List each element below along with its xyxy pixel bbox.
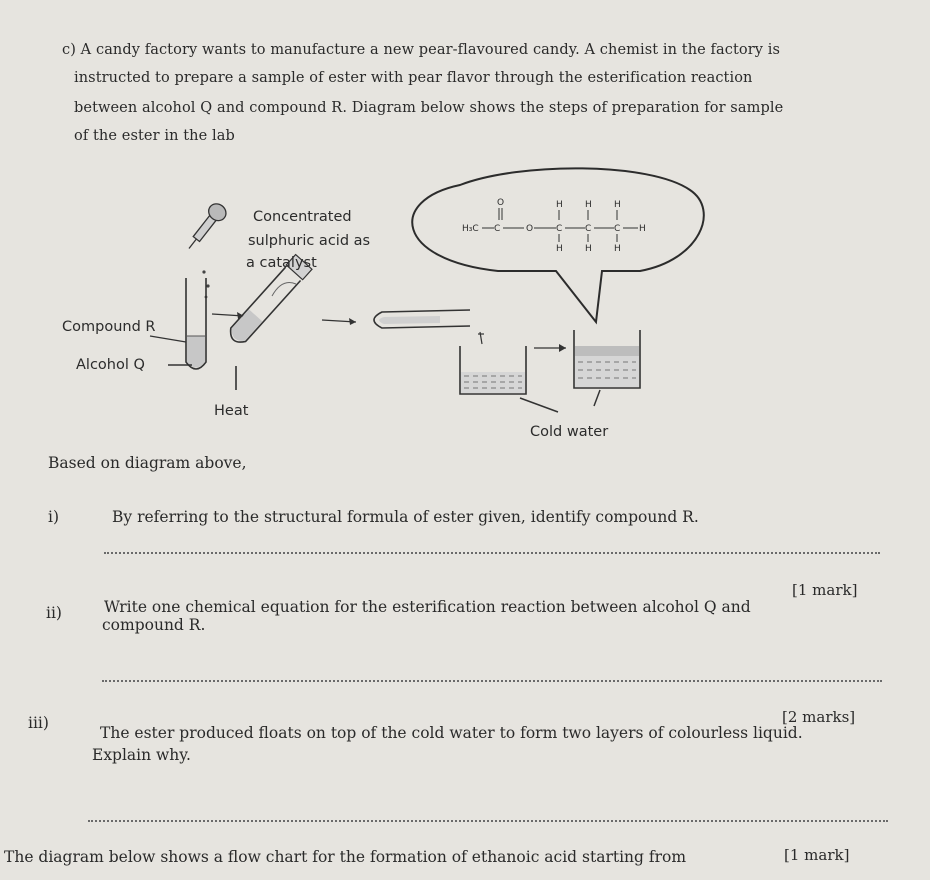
beaker-2 bbox=[574, 330, 640, 388]
svg-text:H: H bbox=[585, 200, 592, 210]
dropper-icon bbox=[182, 200, 229, 254]
label-alcohol-q: Alcohol Q bbox=[76, 357, 145, 373]
svg-text:H: H bbox=[556, 200, 563, 210]
label-heat: Heat bbox=[214, 403, 249, 419]
question-1-marks: [1 mark] bbox=[792, 581, 858, 599]
footer-text: The diagram below shows a flow chart for the formation of ethanoic acid starting from bbox=[4, 848, 687, 866]
svg-text:H: H bbox=[556, 244, 563, 254]
label-sulphuric-acid: sulphuric acid as bbox=[248, 233, 371, 249]
formula-h3c: H₃C bbox=[462, 224, 479, 234]
question-3-text-line-1: The ester produced floats on top of the cold water to form two layers of colourless liquid. bbox=[100, 724, 803, 742]
svg-text:C: C bbox=[585, 224, 592, 234]
question-2-marks: [2 marks] bbox=[782, 708, 856, 726]
esterification-apparatus-diagram bbox=[0, 150, 930, 450]
based-on-text: Based on diagram above, bbox=[48, 454, 247, 472]
intro-line-1: c) A candy factory wants to manufacture a new pear-flavoured candy. A chemist in the factory is bbox=[62, 42, 781, 58]
svg-text:H: H bbox=[614, 200, 621, 210]
beaker-1 bbox=[460, 332, 526, 394]
answer-line-2[interactable] bbox=[102, 680, 882, 682]
ester-structural-formula bbox=[462, 198, 646, 254]
label-compound-r: Compound R bbox=[62, 319, 156, 335]
intro-line-2: instructed to prepare a sample of ester with pear flavor through the esterification reaction bbox=[74, 70, 753, 86]
svg-text:C: C bbox=[556, 224, 563, 234]
label-cold-water: Cold water bbox=[530, 424, 609, 440]
intro-line-3: between alcohol Q and compound R. Diagram below shows the steps of preparation for sample bbox=[74, 100, 784, 116]
svg-text:H: H bbox=[639, 224, 646, 234]
question-3-text-line-2: Explain why. bbox=[92, 746, 191, 764]
svg-text:C: C bbox=[614, 224, 621, 234]
question-2-number: ii) bbox=[46, 604, 62, 622]
svg-text:H: H bbox=[614, 244, 621, 254]
formula-carbonyl-c: C bbox=[494, 224, 501, 234]
question-3-number: iii) bbox=[28, 714, 49, 732]
answer-line-3[interactable] bbox=[88, 820, 888, 822]
svg-text:H: H bbox=[585, 244, 592, 254]
intro-line-4: of the ester in the lab bbox=[74, 128, 235, 144]
label-concentrated: Concentrated bbox=[253, 209, 352, 225]
question-2-text-line-1: Write one chemical equation for the esterification reaction between alcohol Q and bbox=[104, 598, 751, 616]
label-catalyst: a catalyst bbox=[246, 255, 317, 271]
question-3-marks: [1 mark] bbox=[784, 846, 850, 864]
answer-line-1[interactable] bbox=[104, 552, 880, 554]
formula-o-ester: O bbox=[526, 224, 534, 234]
test-tube-3 bbox=[374, 310, 470, 328]
question-2-text-line-2: compound R. bbox=[102, 616, 206, 634]
question-1-text: By referring to the structural formula of ester given, identify compound R. bbox=[112, 508, 699, 526]
formula-o-double: O bbox=[497, 198, 505, 208]
question-1-number: i) bbox=[48, 508, 60, 526]
